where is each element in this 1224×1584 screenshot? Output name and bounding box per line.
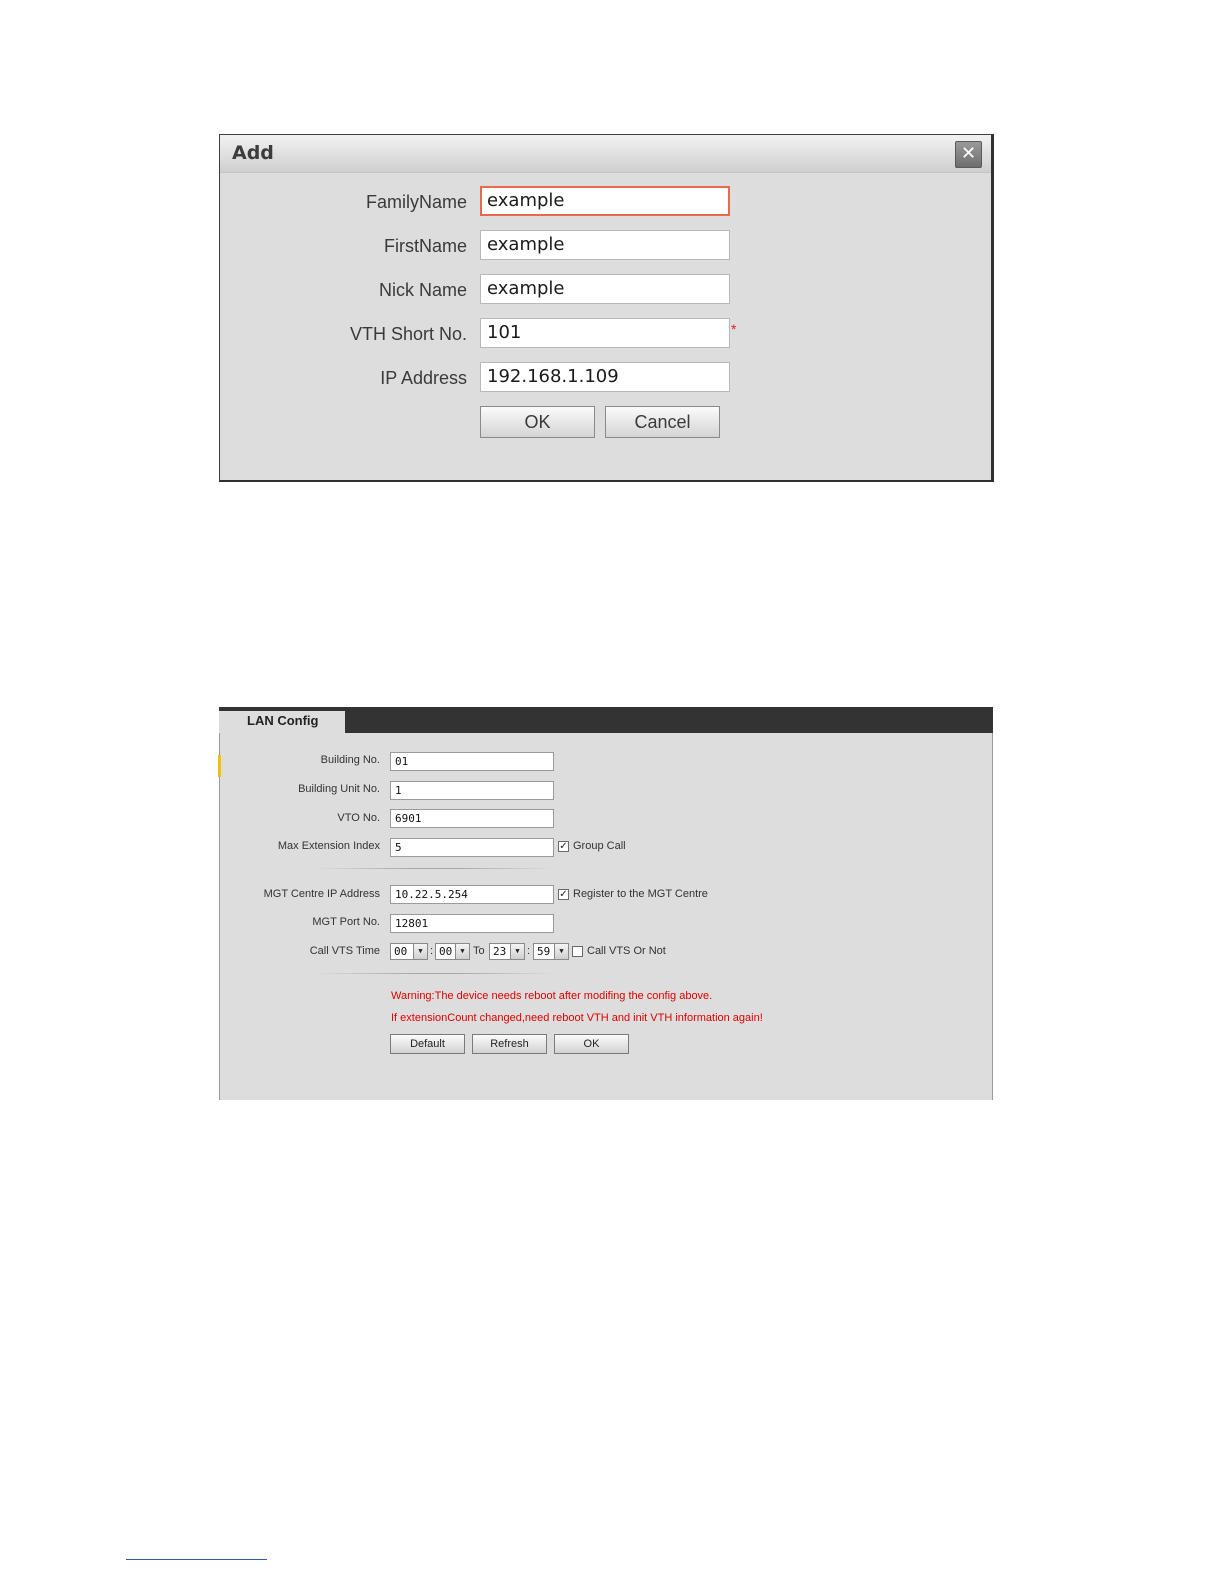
- dropdown-arrow-icon[interactable]: ▼: [510, 944, 524, 959]
- default-button[interactable]: Default: [390, 1034, 465, 1054]
- mgt-port-no-input[interactable]: 12801: [390, 914, 554, 933]
- dialog-header: [220, 135, 991, 173]
- start-minute-select[interactable]: [435, 943, 470, 960]
- call-vts-time-label: Call VTS Time: [309, 945, 380, 957]
- start-minute-value: 00: [439, 945, 453, 958]
- time-colon: :: [527, 945, 531, 957]
- warning-reboot-text: Warning:The device needs reboot after modifing the config above.: [391, 990, 713, 1002]
- tab-bar: [219, 707, 993, 733]
- nick-name-label: Nick Name: [378, 280, 467, 300]
- ok-button[interactable]: OK: [480, 406, 595, 438]
- max-extension-index-label: Max Extension Index: [277, 840, 380, 852]
- ip-address-input[interactable]: 192.168.1.109: [480, 362, 730, 392]
- dialog-title: Add: [232, 142, 274, 164]
- time-colon: :: [430, 945, 434, 957]
- footnote-rule: [126, 1559, 267, 1560]
- mgt-port-no-label: MGT Port No.: [312, 916, 380, 928]
- end-hour-select[interactable]: [489, 943, 525, 960]
- vto-no-input[interactable]: 6901: [390, 809, 554, 828]
- end-minute-select[interactable]: [533, 943, 569, 960]
- building-unit-no-label: Building Unit No.: [298, 783, 380, 795]
- ip-address-label: IP Address: [380, 368, 467, 388]
- building-no-label: Building No.: [320, 754, 380, 766]
- divider: [315, 868, 555, 869]
- lan-config-panel: [219, 707, 993, 1100]
- building-no-input[interactable]: 01: [390, 752, 554, 771]
- group-call-label: Group Call: [573, 840, 626, 852]
- vth-short-no-label: VTH Short No.: [349, 324, 467, 344]
- group-call-checkbox[interactable]: ✓: [559, 841, 568, 852]
- end-hour-value: 23: [493, 945, 507, 958]
- family-name-input[interactable]: example: [480, 186, 730, 216]
- call-vts-or-not-label: Call VTS Or Not: [587, 945, 666, 957]
- mgt-centre-ip-label: MGT Centre IP Address: [263, 888, 380, 900]
- lan-ok-button[interactable]: OK: [554, 1034, 629, 1054]
- dropdown-arrow-icon[interactable]: ▼: [455, 944, 469, 959]
- add-dialog: [219, 134, 994, 482]
- tab-lan-config[interactable]: LAN Config: [219, 711, 345, 733]
- warning-extension-text: If extensionCount changed,need reboot VTH and init VTH information again!: [391, 1012, 763, 1024]
- register-mgt-checkbox[interactable]: ✓: [559, 889, 568, 900]
- refresh-button[interactable]: Refresh: [472, 1034, 547, 1054]
- family-name-label: FamilyName: [365, 192, 467, 212]
- cancel-button[interactable]: Cancel: [605, 406, 720, 438]
- close-icon[interactable]: ✕: [955, 141, 982, 168]
- vth-short-no-input[interactable]: 101: [480, 318, 730, 348]
- building-unit-no-input[interactable]: 1: [390, 781, 554, 800]
- register-mgt-label: Register to the MGT Centre: [573, 888, 708, 900]
- first-name-input[interactable]: example: [480, 230, 730, 260]
- divider: [315, 973, 555, 974]
- vto-no-label: VTO No.: [337, 812, 380, 824]
- nick-name-input[interactable]: example: [480, 274, 730, 304]
- end-minute-value: 59: [537, 945, 551, 958]
- mgt-centre-ip-input[interactable]: 10.22.5.254: [390, 885, 554, 904]
- first-name-label: FirstName: [383, 236, 467, 256]
- start-hour-value: 00: [394, 945, 408, 958]
- call-vts-or-not-checkbox[interactable]: [572, 946, 583, 957]
- start-hour-select[interactable]: [390, 943, 428, 960]
- dropdown-arrow-icon[interactable]: ▼: [413, 944, 427, 959]
- to-label: To: [473, 945, 485, 957]
- required-marker: *: [731, 321, 737, 337]
- max-extension-index-input[interactable]: 5: [390, 838, 554, 857]
- dropdown-arrow-icon[interactable]: ▼: [554, 944, 568, 959]
